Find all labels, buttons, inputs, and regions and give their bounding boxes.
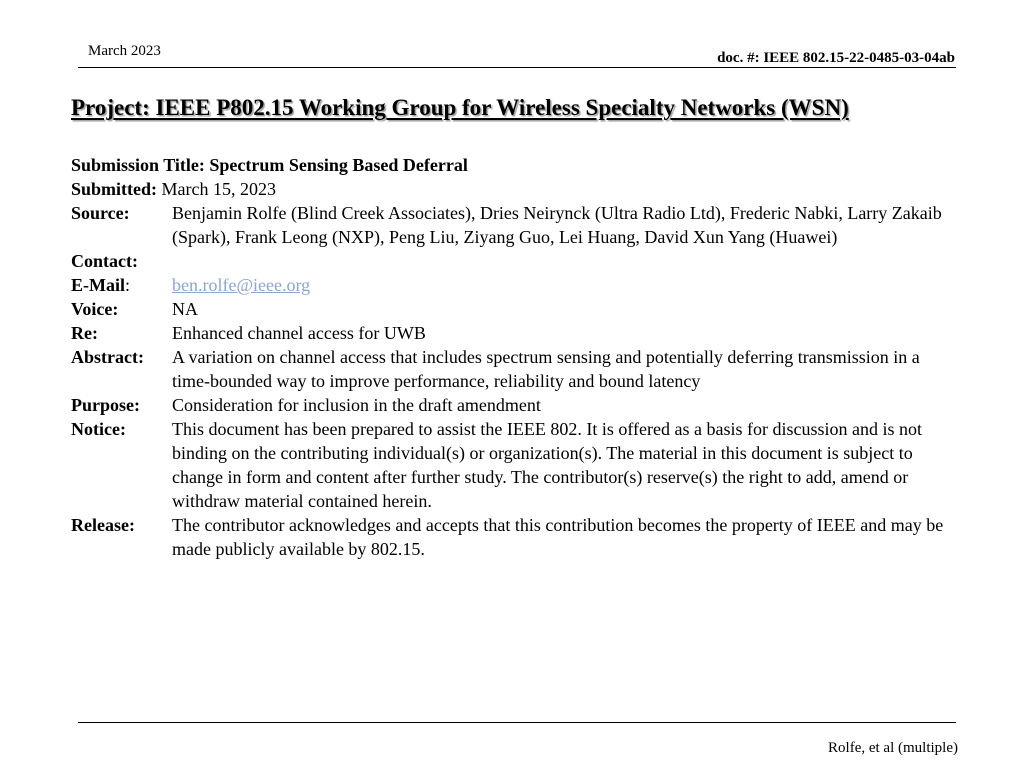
submitted-label: Submitted:	[71, 179, 158, 199]
email-value-cell	[172, 273, 951, 297]
email-label: E-Mail	[71, 275, 125, 295]
release-label: Release:	[71, 515, 135, 535]
submitted-value: March 15, 2023	[161, 179, 276, 199]
notice-field	[71, 417, 951, 513]
email-field	[71, 273, 951, 297]
contact-field	[71, 249, 951, 273]
re-field	[71, 321, 951, 345]
email-label-cell	[71, 273, 172, 297]
footer-rule	[78, 722, 956, 723]
footer-authors: Rolfe, et al (multiple)	[828, 740, 958, 756]
source-value: Benjamin Rolfe (Blind Creek Associates), Dries Neirynck (Ultra Radio Ltd), Frederic Nabki, Larry Zakaib (Spark), Frank Leong (NXP), Peng Liu, Ziyang Guo, Lei Huang, David Xun Yang (Huawei)	[172, 203, 942, 247]
email-link[interactable]: ben.rolfe@ieee.org	[172, 275, 311, 295]
purpose-label: Purpose:	[71, 395, 140, 415]
project-title: Project: IEEE P802.15 Working Group for Wireless Specialty Networks (WSN)	[71, 95, 849, 120]
notice-label: Notice:	[71, 419, 126, 439]
submission-block	[71, 153, 951, 561]
header-rule	[78, 67, 956, 68]
header-doc-number: doc. #: IEEE 802.15-22-0485-03-04ab	[717, 50, 955, 66]
submission-title-line	[71, 153, 951, 177]
contact-label: Contact:	[71, 251, 138, 271]
submission-title-value: Spectrum Sensing Based Deferral	[209, 155, 468, 175]
abstract-field	[71, 345, 951, 393]
release-field	[71, 513, 951, 561]
re-label: Re:	[71, 323, 98, 343]
email-label-colon: :	[125, 275, 131, 295]
header-date: March 2023	[88, 43, 161, 59]
source-field	[71, 201, 951, 249]
voice-value: NA	[172, 299, 198, 319]
abstract-label: Abstract:	[71, 347, 144, 367]
notice-value: This document has been prepared to assist the IEEE 802. It is offered as a basis for discussion and is not binding on the contributing individual(s) or organization(s). The material in this document is subject to change in form and content after further study. The contributor(s) reserve(s) the right to add, amend or withdraw material contained herein.	[172, 419, 922, 511]
release-value: The contributor acknowledges and accepts that this contribution becomes the property of IEEE and may be made publicly available by 802.15.	[172, 515, 944, 559]
voice-field	[71, 297, 951, 321]
purpose-value: Consideration for inclusion in the draft amendment	[172, 395, 541, 415]
submission-title-label: Submission Title:	[71, 155, 205, 175]
abstract-value: A variation on channel access that includes spectrum sensing and potentially deferring transmission in a time-bounded way to improve performance, reliability and bound latency	[172, 347, 920, 391]
purpose-field	[71, 393, 951, 417]
voice-label: Voice:	[71, 299, 119, 319]
source-label: Source:	[71, 203, 130, 223]
re-value: Enhanced channel access for UWB	[172, 323, 426, 343]
submitted-line	[71, 177, 951, 201]
